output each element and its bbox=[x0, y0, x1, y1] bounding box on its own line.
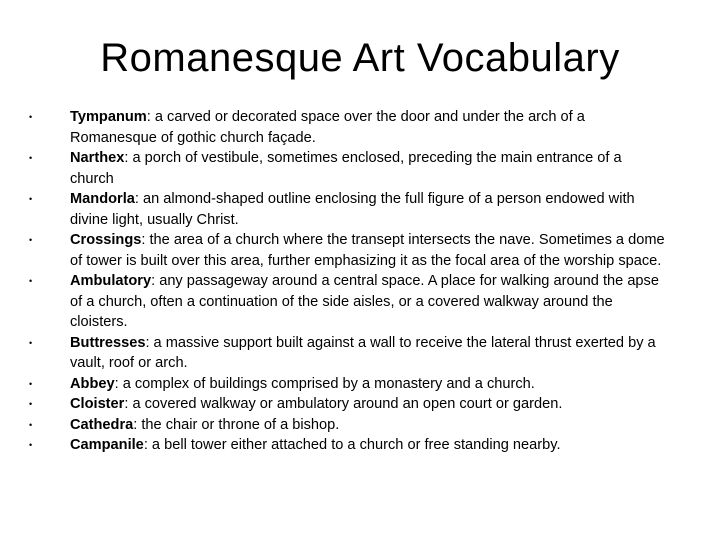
term: Narthex bbox=[70, 150, 125, 166]
list-item bbox=[28, 394, 668, 415]
term: Campanile bbox=[70, 437, 144, 453]
definition: : any passageway around a central space. A place for walking around the apse of a church, often a continuation of the side aisles, or a covered walkway around the cloisters. bbox=[70, 273, 659, 330]
definition: : the area of a church where the transept intersects the nave. Sometimes a dome of tower is built over this area, further emphasizing it as the focal area of the worship space. bbox=[70, 232, 665, 269]
list-item bbox=[28, 374, 668, 395]
definition: : a massive support built against a wall to receive the lateral thrust exerted by a vault, roof or arch. bbox=[70, 334, 656, 371]
bullet-icon: • bbox=[29, 153, 33, 163]
list-item bbox=[28, 230, 668, 271]
definition: : the chair or throne of a bishop. bbox=[133, 416, 340, 433]
definition: : a porch of vestibule, sometimes enclosed, preceding the main entrance of a church bbox=[70, 150, 622, 187]
bullet-icon: • bbox=[29, 337, 33, 348]
bullet-icon: • bbox=[29, 419, 33, 430]
list-item bbox=[28, 189, 668, 230]
term: Cloister bbox=[70, 396, 125, 412]
list-item bbox=[28, 435, 668, 456]
vocabulary-list bbox=[28, 107, 668, 456]
term: Crossings bbox=[70, 232, 142, 248]
definition: : an almond-shaped outline enclosing the full figure of a person endowed with divine light, usually Christ. bbox=[70, 191, 635, 228]
term: Cathedra bbox=[70, 416, 134, 433]
list-item bbox=[28, 107, 668, 148]
list-item bbox=[28, 271, 668, 333]
definition: : a complex of buildings comprised by a monastery and a church. bbox=[114, 375, 535, 392]
bullet-icon: • bbox=[29, 378, 33, 389]
list-item bbox=[28, 415, 668, 436]
term: Buttresses bbox=[70, 334, 146, 351]
bullet-icon: • bbox=[29, 112, 33, 122]
definition: : a covered walkway or ambulatory around an open court or garden. bbox=[124, 396, 563, 412]
list-item bbox=[28, 333, 668, 374]
list-item bbox=[28, 148, 668, 189]
term: Mandorla bbox=[70, 191, 135, 207]
term: Ambulatory bbox=[70, 273, 152, 289]
slide-title: Romanesque Art Vocabulary bbox=[100, 36, 620, 80]
bullet-icon: • bbox=[29, 235, 33, 245]
term: Tympanum bbox=[70, 109, 147, 125]
bullet-icon: • bbox=[29, 440, 33, 450]
definition: : a carved or decorated space over the door and under the arch of a Romanesque of gothic church façade. bbox=[70, 109, 585, 146]
bullet-icon: • bbox=[29, 276, 33, 286]
definition: : a bell tower either attached to a church or free standing nearby. bbox=[143, 437, 561, 453]
bullet-icon: • bbox=[29, 399, 33, 409]
bullet-icon: • bbox=[29, 194, 33, 204]
term: Abbey bbox=[70, 375, 115, 392]
